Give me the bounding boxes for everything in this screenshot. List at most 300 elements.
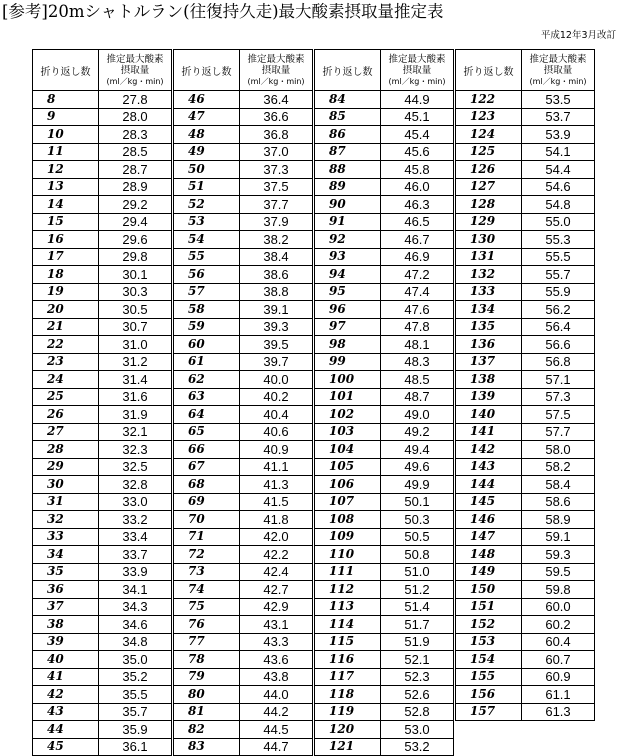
revision-date: 平成12年3月改訂: [540, 30, 616, 41]
vo2max-value-cell: 54.1: [522, 143, 595, 161]
shuttle-count-cell: 81: [174, 703, 240, 721]
vo2max-value-cell: 56.2: [522, 301, 595, 319]
vo2max-value-cell: 60.7: [522, 651, 595, 669]
vo2max-value-cell: 33.2: [99, 511, 172, 529]
table-row: [33, 703, 595, 721]
vo2max-value-cell: 33.7: [99, 546, 172, 564]
shuttle-count-cell: 45: [33, 738, 99, 756]
shuttle-count-cell: 145: [456, 493, 522, 511]
vo2max-value-cell: 55.7: [522, 266, 595, 284]
shuttle-count-cell: 16: [33, 231, 99, 249]
shuttle-count-cell: 108: [315, 511, 381, 529]
vo2max-value-cell: 35.2: [99, 668, 172, 686]
shuttle-count-cell: 24: [33, 371, 99, 389]
vo2max-value-cell: 30.5: [99, 301, 172, 319]
vo2max-value-cell: 42.4: [240, 563, 313, 581]
shuttle-count-cell: 149: [456, 563, 522, 581]
table-row: [33, 546, 595, 564]
table-row: [33, 178, 595, 196]
table-row: [33, 318, 595, 336]
vo2max-value-cell: 58.2: [522, 458, 595, 476]
vo2max-value-cell: 56.8: [522, 353, 595, 371]
vo2max-value-cell: 51.7: [381, 616, 454, 634]
vo2max-value-cell: 57.1: [522, 371, 595, 389]
table-row: [33, 108, 595, 126]
table-row: [33, 406, 595, 424]
vo2max-value-cell: 47.2: [381, 266, 454, 284]
vo2max-value-cell: 29.4: [99, 213, 172, 231]
shuttle-count-cell: 86: [315, 126, 381, 144]
shuttle-count-cell: 128: [456, 196, 522, 214]
header-shuttle-count: 折り返し数: [456, 50, 522, 91]
shuttle-count-cell: 54: [174, 231, 240, 249]
header-vo2-line1: 推定最大酸素: [529, 53, 587, 65]
vo2max-value-cell: 31.6: [99, 388, 172, 406]
table-row: [33, 388, 595, 406]
vo2max-value-cell: 60.9: [522, 668, 595, 686]
vo2max-value-cell: 39.1: [240, 301, 313, 319]
shuttle-count-cell: 112: [315, 581, 381, 599]
vo2max-value-cell: 31.9: [99, 406, 172, 424]
table-row: [33, 283, 595, 301]
vo2max-value-cell: 52.3: [381, 668, 454, 686]
vo2max-value-cell: 52.8: [381, 703, 454, 721]
vo2max-value-cell: 40.0: [240, 371, 313, 389]
shuttle-count-cell: 80: [174, 686, 240, 704]
vo2max-value-cell: 37.7: [240, 196, 313, 214]
header-vo2-unit: (ml／kg・min): [529, 76, 587, 86]
vo2max-value-cell: 38.4: [240, 248, 313, 266]
vo2max-value-cell: 59.8: [522, 581, 595, 599]
table-body: [33, 91, 595, 756]
vo2max-value-cell: 55.0: [522, 213, 595, 231]
vo2max-value-cell: 32.3: [99, 441, 172, 459]
shuttle-count-cell: 105: [315, 458, 381, 476]
vo2max-value-cell: 29.6: [99, 231, 172, 249]
vo2max-value-cell: 44.7: [240, 738, 313, 756]
shuttle-count-cell: 70: [174, 511, 240, 529]
shuttle-count-cell: 23: [33, 353, 99, 371]
table-row: [33, 528, 595, 546]
header-vo2-line1: 推定最大酸素: [106, 53, 164, 65]
shuttle-count-cell: 73: [174, 563, 240, 581]
vo2max-value-cell: 46.0: [381, 178, 454, 196]
vo2max-value-cell: 40.6: [240, 423, 313, 441]
shuttle-count-cell: 42: [33, 686, 99, 704]
header-vo2max: [381, 50, 454, 91]
shuttle-count-cell: 14: [33, 196, 99, 214]
table-row: [33, 213, 595, 231]
shuttle-count-cell: 9: [33, 108, 99, 126]
shuttle-count-cell: 37: [33, 598, 99, 616]
vo2max-value-cell: 41.1: [240, 458, 313, 476]
vo2max-value-cell: 35.7: [99, 703, 172, 721]
shuttle-count-cell: 40: [33, 651, 99, 669]
vo2max-value-cell: 30.7: [99, 318, 172, 336]
table-row: [33, 668, 595, 686]
shuttle-count-cell: 53: [174, 213, 240, 231]
shuttle-count-cell: 46: [174, 91, 240, 109]
shuttle-count-cell: 139: [456, 388, 522, 406]
shuttle-count-cell: 153: [456, 633, 522, 651]
shuttle-count-cell: 19: [33, 283, 99, 301]
shuttle-count-cell: 116: [315, 651, 381, 669]
vo2max-value-cell: 38.8: [240, 283, 313, 301]
vo2max-value-cell: 45.1: [381, 108, 454, 126]
vo2max-value-cell: 60.2: [522, 616, 595, 634]
table-row: [33, 423, 595, 441]
vo2max-value-cell: 42.7: [240, 581, 313, 599]
shuttle-count-cell: 133: [456, 283, 522, 301]
table-row: [33, 143, 595, 161]
shuttle-count-cell: 106: [315, 476, 381, 494]
vo2max-value-cell: 51.4: [381, 598, 454, 616]
shuttle-count-cell: 32: [33, 511, 99, 529]
vo2max-value-cell: 33.4: [99, 528, 172, 546]
shuttle-count-cell: 52: [174, 196, 240, 214]
vo2max-value-cell: 42.9: [240, 598, 313, 616]
vo2max-value-cell: 61.1: [522, 686, 595, 704]
shuttle-count-cell: 59: [174, 318, 240, 336]
vo2max-value-cell: 55.3: [522, 231, 595, 249]
shuttle-count-cell: 61: [174, 353, 240, 371]
vo2max-value-cell: 54.6: [522, 178, 595, 196]
vo2max-value-cell: 36.1: [99, 738, 172, 756]
vo2max-value-cell: 52.6: [381, 686, 454, 704]
shuttle-count-cell: 114: [315, 616, 381, 634]
shuttle-count-cell: 154: [456, 651, 522, 669]
vo2max-value-cell: 57.3: [522, 388, 595, 406]
shuttle-count-cell: 55: [174, 248, 240, 266]
vo2max-value-cell: 51.0: [381, 563, 454, 581]
shuttle-count-cell: 137: [456, 353, 522, 371]
shuttle-count-cell: 121: [315, 738, 381, 756]
vo2max-value-cell: 37.9: [240, 213, 313, 231]
vo2max-value-cell: 43.8: [240, 668, 313, 686]
shuttle-count-cell: 136: [456, 336, 522, 354]
shuttle-count-cell: 69: [174, 493, 240, 511]
vo2max-value-cell: 34.3: [99, 598, 172, 616]
vo2max-value-cell: 43.1: [240, 616, 313, 634]
table-row: [33, 248, 595, 266]
shuttle-count-cell: 65: [174, 423, 240, 441]
shuttle-count-cell: 102: [315, 406, 381, 424]
shuttle-count-cell: 28: [33, 441, 99, 459]
vo2max-value-cell: 39.5: [240, 336, 313, 354]
vo2max-value-cell: 44.2: [240, 703, 313, 721]
vo2max-value-cell: 28.5: [99, 143, 172, 161]
shuttle-count-cell: 143: [456, 458, 522, 476]
shuttle-count-cell: 99: [315, 353, 381, 371]
shuttle-count-cell: 138: [456, 371, 522, 389]
vo2max-value-cell: 59.5: [522, 563, 595, 581]
shuttle-count-cell: 125: [456, 143, 522, 161]
vo2max-value-cell: 56.4: [522, 318, 595, 336]
table-row: [33, 301, 595, 319]
header-shuttle-count: 折り返し数: [315, 50, 381, 91]
vo2max-value-cell: 50.3: [381, 511, 454, 529]
vo2max-value-cell: 33.9: [99, 563, 172, 581]
vo2max-value-cell: 58.0: [522, 441, 595, 459]
vo2max-value-cell: 55.5: [522, 248, 595, 266]
vo2max-value-cell: 53.7: [522, 108, 595, 126]
vo2max-value-cell: 36.8: [240, 126, 313, 144]
shuttle-count-cell: 77: [174, 633, 240, 651]
shuttle-count-cell: 135: [456, 318, 522, 336]
vo2max-value-cell: 38.6: [240, 266, 313, 284]
vo2max-value-cell: 34.1: [99, 581, 172, 599]
shuttle-count-cell: 152: [456, 616, 522, 634]
header-vo2-line2: 摂取量: [120, 64, 150, 76]
shuttle-count-cell: 31: [33, 493, 99, 511]
shuttle-count-cell: 27: [33, 423, 99, 441]
header-vo2max: [240, 50, 313, 91]
header-vo2max: [99, 50, 172, 91]
vo2max-value-cell: 33.0: [99, 493, 172, 511]
shuttle-count-cell: 115: [315, 633, 381, 651]
vo2max-value-cell: 54.4: [522, 161, 595, 179]
vo2max-value-cell: 42.0: [240, 528, 313, 546]
shuttle-count-cell: 44: [33, 721, 99, 739]
table-row: [33, 161, 595, 179]
vo2max-value-cell: 53.2: [381, 738, 454, 756]
vo2max-value-cell: 30.1: [99, 266, 172, 284]
table-row: [33, 581, 595, 599]
table-row: [33, 266, 595, 284]
shuttle-count-cell: 132: [456, 266, 522, 284]
vo2max-value-cell: 45.6: [381, 143, 454, 161]
vo2max-value-cell: 59.1: [522, 528, 595, 546]
vo2max-value-cell: 56.6: [522, 336, 595, 354]
vo2max-value-cell: 41.8: [240, 511, 313, 529]
vo2max-value-cell: 32.1: [99, 423, 172, 441]
shuttle-count-cell: 74: [174, 581, 240, 599]
shuttle-count-cell: 68: [174, 476, 240, 494]
vo2max-value-cell: 55.9: [522, 283, 595, 301]
shuttle-count-cell: 75: [174, 598, 240, 616]
shuttle-count-cell: 35: [33, 563, 99, 581]
shuttle-count-cell: 113: [315, 598, 381, 616]
table-row: [33, 493, 595, 511]
table-row: [33, 616, 595, 634]
vo2max-value-cell: 47.8: [381, 318, 454, 336]
shuttle-count-cell: 101: [315, 388, 381, 406]
table-row: [33, 126, 595, 144]
header-vo2-line1: 推定最大酸素: [247, 53, 305, 65]
vo2max-value-cell: 39.3: [240, 318, 313, 336]
vo2max-value-cell: 48.5: [381, 371, 454, 389]
vo2max-value-cell: 46.3: [381, 196, 454, 214]
vo2max-value-cell: 41.5: [240, 493, 313, 511]
shuttle-count-cell: 123: [456, 108, 522, 126]
vo2max-value-cell: 44.0: [240, 686, 313, 704]
shuttle-count-cell: 39: [33, 633, 99, 651]
shuttle-count-cell: 12: [33, 161, 99, 179]
vo2max-value-cell: 48.7: [381, 388, 454, 406]
shuttle-count-cell: 58: [174, 301, 240, 319]
vo2max-value-cell: 38.2: [240, 231, 313, 249]
shuttle-count-cell: 15: [33, 213, 99, 231]
shuttle-count-cell: 36: [33, 581, 99, 599]
header-vo2-line2: 摂取量: [402, 64, 432, 76]
vo2max-value-cell: 49.0: [381, 406, 454, 424]
vo2max-value-cell: 58.4: [522, 476, 595, 494]
table-row: [33, 651, 595, 669]
shuttle-count-cell: 144: [456, 476, 522, 494]
table-row: [33, 563, 595, 581]
shuttle-count-cell: 71: [174, 528, 240, 546]
shuttle-count-cell: 150: [456, 581, 522, 599]
vo2max-value-cell: 42.2: [240, 546, 313, 564]
vo2max-value-cell: 27.8: [99, 91, 172, 109]
vo2max-value-cell: 46.9: [381, 248, 454, 266]
shuttle-count-cell: 146: [456, 511, 522, 529]
vo2max-value-cell: 53.5: [522, 91, 595, 109]
shuttle-count-cell: 57: [174, 283, 240, 301]
vo2max-value-cell: 52.1: [381, 651, 454, 669]
shuttle-count-cell: 64: [174, 406, 240, 424]
shuttle-count-cell: 47: [174, 108, 240, 126]
shuttle-count-cell: 120: [315, 721, 381, 739]
shuttle-count-cell: 8: [33, 91, 99, 109]
vo2max-value-cell: 50.1: [381, 493, 454, 511]
vo2max-value-cell: 35.9: [99, 721, 172, 739]
vo2max-value-cell: 28.7: [99, 161, 172, 179]
shuttle-count-cell: 147: [456, 528, 522, 546]
shuttle-count-cell: 82: [174, 721, 240, 739]
vo2max-value-cell: 45.8: [381, 161, 454, 179]
shuttle-count-cell: 126: [456, 161, 522, 179]
vo2max-value-cell: 54.8: [522, 196, 595, 214]
shuttle-count-cell: 43: [33, 703, 99, 721]
vo2max-value-cell: 40.9: [240, 441, 313, 459]
shuttle-count-cell: 33: [33, 528, 99, 546]
shuttle-count-cell: 34: [33, 546, 99, 564]
vo2max-value-cell: 46.7: [381, 231, 454, 249]
vo2max-value-cell: 61.3: [522, 703, 595, 721]
vo2max-value-cell: 43.3: [240, 633, 313, 651]
vo2max-value-cell: 34.8: [99, 633, 172, 651]
shuttle-count-cell: 88: [315, 161, 381, 179]
table-row: [33, 441, 595, 459]
shuttle-count-cell: 17: [33, 248, 99, 266]
vo2max-value-cell: 31.4: [99, 371, 172, 389]
vo2max-value-cell: 29.8: [99, 248, 172, 266]
shuttle-count-cell: 131: [456, 248, 522, 266]
vo2max-value-cell: 29.2: [99, 196, 172, 214]
vo2max-value-cell: 57.5: [522, 406, 595, 424]
shuttle-count-cell: 63: [174, 388, 240, 406]
shuttle-count-cell: 96: [315, 301, 381, 319]
vo2max-value-cell: 36.4: [240, 91, 313, 109]
shuttle-count-cell: 41: [33, 668, 99, 686]
vo2max-value-cell: 49.6: [381, 458, 454, 476]
table-row: [33, 633, 595, 651]
vo2max-value-cell: 40.4: [240, 406, 313, 424]
vo2max-value-cell: 60.0: [522, 598, 595, 616]
vo2max-value-cell: 39.7: [240, 353, 313, 371]
shuttle-count-cell: 72: [174, 546, 240, 564]
shuttle-count-cell: 10: [33, 126, 99, 144]
table-row: [33, 458, 595, 476]
shuttle-count-cell: 76: [174, 616, 240, 634]
shuttle-count-cell: 29: [33, 458, 99, 476]
shuttle-count-cell: 79: [174, 668, 240, 686]
shuttle-count-cell: 157: [456, 703, 522, 721]
shuttle-count-cell: 130: [456, 231, 522, 249]
shuttle-count-cell: 95: [315, 283, 381, 301]
vo2max-value-cell: 31.2: [99, 353, 172, 371]
shuttle-count-cell: 103: [315, 423, 381, 441]
shuttle-count-cell: 85: [315, 108, 381, 126]
vo2max-value-cell: 51.9: [381, 633, 454, 651]
shuttle-count-cell: 48: [174, 126, 240, 144]
shuttle-count-cell: 84: [315, 91, 381, 109]
shuttle-count-cell: 22: [33, 336, 99, 354]
shuttle-count-cell: 30: [33, 476, 99, 494]
shuttle-count-cell: 94: [315, 266, 381, 284]
header-vo2max: [522, 50, 595, 91]
document-title: [参考]20mシャトルラン(往復持久走)最大酸素摂取量推定表: [2, 2, 444, 21]
shuttle-count-cell: 119: [315, 703, 381, 721]
shuttle-count-cell: 50: [174, 161, 240, 179]
vo2max-value-cell: 50.8: [381, 546, 454, 564]
vo2max-value-cell: 59.3: [522, 546, 595, 564]
vo2max-value-cell: 58.9: [522, 511, 595, 529]
shuttle-count-cell: 83: [174, 738, 240, 756]
shuttle-count-cell: 109: [315, 528, 381, 546]
header-vo2-unit: (ml／kg・min): [106, 76, 164, 86]
shuttle-count-cell: 38: [33, 616, 99, 634]
shuttle-count-cell: 127: [456, 178, 522, 196]
vo2max-value-cell: 53.0: [381, 721, 454, 739]
shuttle-count-cell: 140: [456, 406, 522, 424]
vo2max-value-cell: 57.7: [522, 423, 595, 441]
vo2max-value-cell: 47.4: [381, 283, 454, 301]
vo2max-value-cell: 50.5: [381, 528, 454, 546]
header-shuttle-count: 折り返し数: [33, 50, 99, 91]
vo2max-value-cell: 37.0: [240, 143, 313, 161]
shuttle-count-cell: 90: [315, 196, 381, 214]
vo2max-value-cell: 34.6: [99, 616, 172, 634]
header-vo2-line1: 推定最大酸素: [388, 53, 446, 65]
vo2max-value-cell: 35.5: [99, 686, 172, 704]
shuttle-count-cell: 98: [315, 336, 381, 354]
shuttle-count-cell: 107: [315, 493, 381, 511]
vo2max-value-cell: 30.3: [99, 283, 172, 301]
vo2max-value-cell: 58.6: [522, 493, 595, 511]
table-row: [33, 371, 595, 389]
shuttle-count-cell: 104: [315, 441, 381, 459]
shuttle-count-cell: 89: [315, 178, 381, 196]
shuttle-count-cell: 111: [315, 563, 381, 581]
vo2max-value-cell: 32.8: [99, 476, 172, 494]
shuttle-count-cell: 142: [456, 441, 522, 459]
shuttle-count-cell: 25: [33, 388, 99, 406]
shuttle-count-cell: 156: [456, 686, 522, 704]
shuttle-count-cell: 66: [174, 441, 240, 459]
table-row: [33, 598, 595, 616]
shuttle-count-cell: 11: [33, 143, 99, 161]
shuttle-count-cell: 13: [33, 178, 99, 196]
table-row: [33, 196, 595, 214]
vo2max-value-cell: 48.3: [381, 353, 454, 371]
shuttle-count-cell: 124: [456, 126, 522, 144]
vo2max-value-cell: 31.0: [99, 336, 172, 354]
vo2max-value-cell: 53.9: [522, 126, 595, 144]
table-row: [33, 336, 595, 354]
shuttle-count-cell: 62: [174, 371, 240, 389]
